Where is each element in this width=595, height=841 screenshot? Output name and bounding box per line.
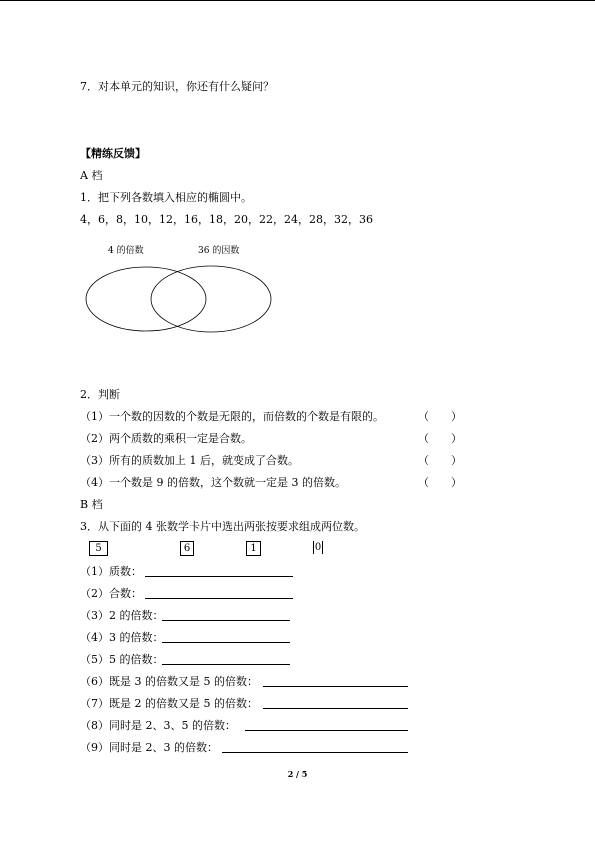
question-7: 7．对本单元的知识，你还有什么疑问？ xyxy=(80,80,274,93)
number-card-6: 6 xyxy=(180,541,194,556)
judge-item-2: （2）两个质数的乘积一定是合数。 xyxy=(80,432,252,445)
venn-diagram xyxy=(80,240,280,343)
judge-answer-paren-1: （ ） xyxy=(418,410,462,423)
fill-item-2: （2）合数： xyxy=(80,587,142,600)
judge-item-1: （1）一个数的因数的个数是无限的，而倍数的个数是有限的。 xyxy=(80,410,384,423)
answer-line-3[interactable] xyxy=(162,620,290,621)
answer-line-4[interactable] xyxy=(162,642,290,643)
fill-item-7: （7）既是 2 的倍数又是 5 的倍数： xyxy=(80,697,258,710)
judge-answer-paren-3: （ ） xyxy=(418,454,462,467)
question-3-prompt: 3．从下面的 4 张数学卡片中选出两张按要求组成两位数。 xyxy=(80,520,365,533)
judge-item-4: （4）一个数是 9 的倍数，这个数就一定是 3 的倍数。 xyxy=(80,476,346,489)
fill-item-6: （6）既是 3 的倍数又是 5 的倍数： xyxy=(80,675,258,688)
number-card-0: 0 xyxy=(314,542,322,553)
answer-line-9[interactable] xyxy=(222,752,408,753)
judge-item-3: （3）所有的质数加上 1 后，就变成了合数。 xyxy=(80,454,299,467)
venn-right-label: 36 的因数 xyxy=(198,246,240,256)
answer-line-2[interactable] xyxy=(145,598,293,599)
fill-item-5: （5）5 的倍数： xyxy=(80,653,164,666)
question-1-numbers: 4，6，8，10，12，16，18，20，22，24，28，32，36 xyxy=(80,213,373,226)
venn-right-ellipse xyxy=(151,266,271,332)
page-top-rule xyxy=(0,0,595,1)
judge-answer-paren-4: （ ） xyxy=(418,476,462,489)
section-title: 【精练反馈】 xyxy=(80,147,146,160)
fill-item-4: （4）3 的倍数： xyxy=(80,631,164,644)
question-1-prompt: 1．把下列各数填入相应的椭圆中。 xyxy=(80,191,252,204)
answer-line-1[interactable] xyxy=(145,576,293,577)
fill-item-9: （9）同时是 2、3 的倍数： xyxy=(80,741,218,754)
answer-line-7[interactable] xyxy=(263,708,408,709)
page-number: 2 / 5 xyxy=(287,769,308,779)
venn-left-ellipse xyxy=(86,267,206,331)
answer-line-8[interactable] xyxy=(245,730,408,731)
judge-answer-paren-2: （ ） xyxy=(418,432,462,445)
fill-item-8: （8）同时是 2、3、5 的倍数： xyxy=(80,719,236,732)
level-a-label: A 档 xyxy=(80,169,103,182)
level-b-label: B 档 xyxy=(80,498,103,511)
number-card-5: 5 xyxy=(89,541,108,556)
fill-item-1: （1）质数： xyxy=(80,565,142,578)
answer-line-5[interactable] xyxy=(162,664,290,665)
venn-left-label: 4 的倍数 xyxy=(108,246,144,256)
fill-item-3: （3）2 的倍数： xyxy=(80,609,164,622)
answer-line-6[interactable] xyxy=(263,686,408,687)
question-2-title: 2．判断 xyxy=(80,388,120,401)
number-card-1: 1 xyxy=(246,541,261,556)
